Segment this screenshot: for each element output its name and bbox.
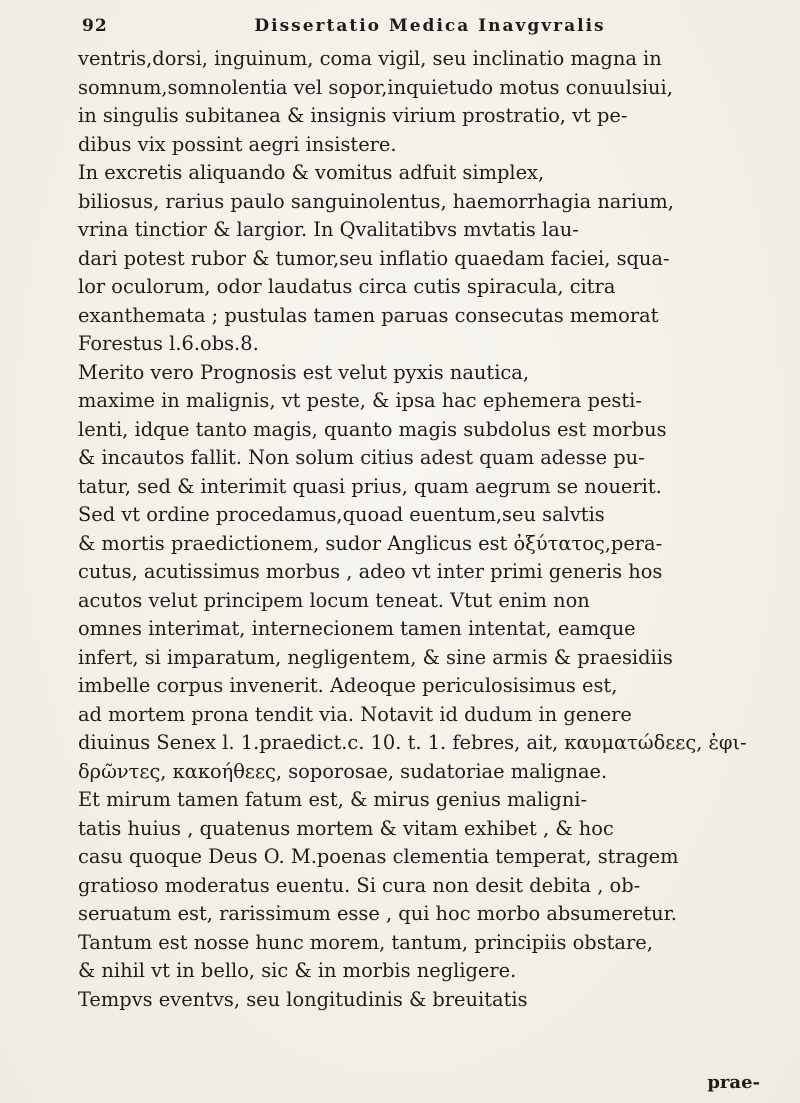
text-line: tatis huius , quatenus mortem & vitam exhibet , & hoc: [78, 816, 614, 840]
text-line: dibus vix possint aegri insistere.: [78, 132, 397, 156]
text-line: seruatum est, rarissimum esse , qui hoc morbo absumeretur.: [78, 902, 677, 925]
page-header: [82, 14, 762, 44]
text-line: Tempvs eventvs, seu longitudinis & breuitatis: [78, 987, 528, 1011]
text-line: somnum,somnolentia vel sopor,inquietudo motus conuulsiui,: [78, 75, 673, 99]
text-line: Et mirum tamen fatum est, & mirus genius maligni-: [78, 788, 588, 811]
text-line: & mortis praedictionem, sudor Anglicus est ὀξύτατος,pera-: [78, 531, 663, 555]
text-line: ventris,dorsi, inguinum, coma vigil, seu inclinatio magna in: [78, 47, 662, 70]
text-line: dari potest rubor & tumor,seu inflatio quaedam faciei, squa-: [78, 246, 670, 270]
catchword: prae-: [707, 1072, 760, 1093]
text-line: tatur, sed & interimit quasi prius, quam aegrum se nouerit.: [78, 474, 662, 498]
text-line: Sed vt ordine procedamus,quoad euentum,seu salvtis: [78, 503, 605, 526]
text-line: maxime in malignis, vt peste, & ipsa hac ephemera pesti-: [78, 389, 642, 412]
text-line: ad mortem prona tendit via. Notavit id dudum in genere: [78, 702, 632, 726]
text-line: acutos velut principem locum teneat. Vtut enim non: [78, 588, 590, 612]
text-line: Forestus l.6.obs.8.: [78, 332, 259, 355]
text-line: Merito vero Prognosis est velut pyxis nautica,: [78, 360, 529, 384]
text-line: gratioso moderatus euentu. Si cura non desit debita , ob-: [78, 873, 641, 897]
text-line: lenti, idque tanto magis, quanto magis subdolus est morbus: [78, 417, 667, 441]
text-line: infert, si imparatum, negligentem, & sine armis & praesidiis: [78, 645, 673, 669]
text-line: & incautos fallit. Non solum citius adest quam adesse pu-: [78, 446, 645, 469]
text-line: biliosus, rarius paulo sanguinolentus, haemorrhagia narium,: [78, 189, 674, 213]
text-line: lor oculorum, odor laudatus circa cutis spiracula, citra: [78, 275, 616, 298]
text-line: exanthemata ; pustulas tamen paruas consecutas memorat: [78, 303, 659, 327]
text-line: In excretis aliquando & vomitus adfuit simplex,: [78, 161, 545, 184]
text-line: Tantum est nosse hunc morem, tantum, principiis obstare,: [78, 930, 653, 954]
text-line: in singulis subitanea & insignis virium prostratio, vt pe-: [78, 104, 628, 127]
text-line: diuinus Senex l. 1.praedict.c. 10. t. 1. febres, ait, καυματώδεες, ἐφι-: [78, 731, 747, 754]
text-line: & nihil vt in bello, sic & in morbis negligere.: [78, 959, 517, 982]
text-line: imbelle corpus invenerit. Adeoque periculosisimus est,: [78, 674, 618, 697]
text-line: omnes interimat, internecionem tamen intentat, eamque: [78, 617, 636, 640]
text-line: δρῶντες, κακοήθεες, soporosae, sudatoriae malignae.: [78, 759, 608, 783]
running-title: Dissertatio Medica Inavgvralis: [254, 16, 606, 36]
text-line: casu quoque Deus O. M.poenas clementia temperat, stragem: [78, 845, 679, 868]
text-line: cutus, acutissimus morbus , adeo vt inter primi generis hos: [78, 560, 663, 583]
body-text: [78, 45, 768, 1014]
page-number: 92: [82, 16, 108, 36]
text-line: vrina tinctior & largior. In Qvalitatibvs mvtatis lau-: [78, 218, 579, 241]
